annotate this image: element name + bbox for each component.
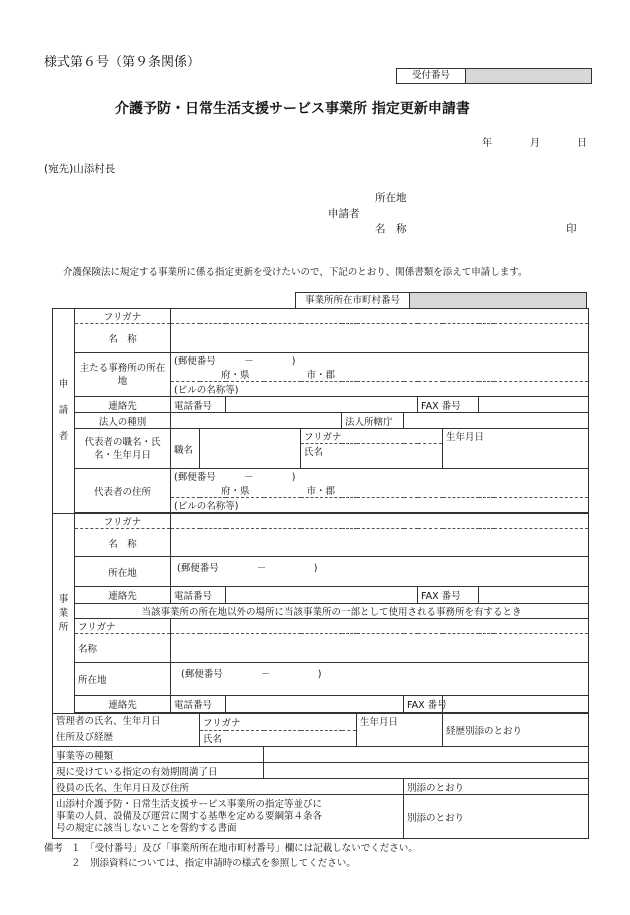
rep-birth-label: 生年月日	[443, 429, 589, 469]
manager-furigana-label: フリガナ	[200, 714, 357, 731]
main-office-postal[interactable]: (郵便番号 － )	[171, 353, 589, 368]
form-title: 介護予防・日常生活支援サービス事業所 指定更新申請書	[115, 101, 470, 117]
receipt-number-label: 受付番号	[396, 68, 466, 84]
officers-label: 役員の氏名、生年月日及び住所	[53, 779, 404, 795]
validity-label: 現に受けている指定の有効期間満了日	[53, 763, 264, 779]
applicant-furigana-field[interactable]	[171, 309, 589, 324]
pledge-label: 山添村介護予防・日常生活支援サービス事業所の指定等並びに 事業の人員、設備及び運営に関する基準を定める要綱第４条各 号の規定に該当しないことを誓約する書面	[53, 795, 404, 839]
office-name-field[interactable]	[171, 529, 589, 557]
corp-type-field[interactable]	[171, 413, 342, 429]
corp-authority-label: 法人所轄庁	[342, 413, 404, 429]
applicant-name-label: 名 称	[75, 324, 171, 353]
business-type-label: 事業等の種類	[53, 747, 264, 763]
applicant-contact-label: 連絡先	[75, 397, 171, 413]
rep-name-label: 氏名	[301, 444, 443, 469]
rep-address-building[interactable]: (ビルの名称等)	[171, 498, 589, 513]
applicant-name-label: 名 称	[375, 223, 407, 235]
applicant-section-label: 申請者	[53, 309, 75, 514]
notes-label: 備考	[44, 843, 64, 854]
manager-label: 管理者の氏名、生年月日 住所及び経歴	[53, 714, 171, 747]
office-location-label: 所在地	[75, 557, 171, 587]
office-location-postal[interactable]: (郵便番号 － )	[171, 557, 589, 587]
manager-name-label: 氏名	[200, 730, 357, 747]
office-furigana-field[interactable]	[171, 514, 589, 529]
note-1: １ 「受付番号」及び「事業所所在地市町村番号」欄には記載しないでください。	[71, 843, 418, 854]
seal-mark: 印	[566, 223, 577, 235]
main-office-prefecture[interactable]: 府・県 市・郡	[171, 367, 589, 382]
office-contact-label: 連絡先	[75, 587, 171, 604]
sub-office-location-label: 所在地	[75, 663, 171, 696]
pledge-value: 別添のとおり	[404, 795, 589, 839]
applicant-phone-field[interactable]	[226, 397, 418, 413]
main-office-building[interactable]: (ビルの名称等)	[171, 382, 589, 397]
rep-address-label: 代表者の住所	[75, 469, 171, 513]
office-city-code-field[interactable]	[409, 292, 587, 309]
rep-furigana-label: フリガナ	[301, 429, 443, 444]
office-phone-field[interactable]	[226, 587, 418, 604]
addressee: (宛先)山添村長	[44, 163, 116, 175]
rep-position-field[interactable]	[200, 429, 301, 469]
office-fax-field[interactable]	[479, 587, 589, 604]
sub-office-phone-label: 電話番号	[171, 696, 226, 713]
manager-birth-label: 生年月日	[357, 714, 443, 747]
sub-office-fax-label: FAX 番号	[404, 696, 443, 713]
office-phone-label: 電話番号	[171, 587, 226, 604]
rep-address-prefecture[interactable]: 府・県 市・郡	[171, 483, 589, 498]
office-fax-label: FAX 番号	[418, 587, 479, 604]
sub-office-name-field[interactable]	[171, 634, 589, 663]
sub-office-contact-label: 連絡先	[75, 696, 171, 713]
note-2: ２ 別添資料については、指定申請時の様式を参照してください。	[71, 858, 356, 869]
intro-text: 介護保険法に規定する事業所に係る指定更新を受けたいので、下記のとおり、関係書類を添えて申請します。	[63, 267, 528, 278]
office-name-label: 名 称	[75, 529, 171, 557]
date-month: 月	[530, 138, 540, 149]
applicant-label: 申請者	[328, 208, 360, 220]
rep-address-postal[interactable]: (郵便番号 － )	[171, 469, 589, 484]
applicant-fax-label: FAX 番号	[418, 397, 479, 413]
applicant-furigana-label: フリガナ	[75, 309, 171, 324]
office-furigana-label: フリガナ	[75, 514, 171, 529]
office-section-label: 事業所	[53, 514, 75, 714]
officers-value: 別添のとおり	[404, 779, 589, 795]
applicant-address-label: 所在地	[375, 192, 407, 204]
application-form-table	[52, 308, 589, 839]
date-day: 日	[577, 138, 587, 149]
form-number: 様式第６号（第９条関係）	[44, 55, 201, 70]
applicant-phone-label: 電話番号	[171, 397, 226, 413]
date-year: 年	[482, 138, 492, 149]
applicant-fax-field[interactable]	[479, 397, 589, 413]
receipt-number-field[interactable]	[465, 68, 592, 84]
sub-office-phone-field[interactable]	[226, 696, 404, 713]
manager-career-value: 経歴別添のとおり	[443, 714, 589, 747]
corp-type-label: 法人の種別	[75, 413, 171, 429]
rep-info-label: 代表者の職名・氏名・生年月日	[75, 429, 171, 469]
corp-authority-field[interactable]	[404, 413, 589, 429]
other-site-heading: 当該事業所の所在地以外の場所に当該事業所の一部として使用される事務所を有するとき	[75, 604, 589, 619]
sub-office-furigana-label: フリガナ	[75, 619, 171, 634]
sub-office-name-label: 名称	[75, 634, 171, 663]
applicant-name-field[interactable]	[171, 324, 589, 353]
sub-office-fax-field[interactable]	[443, 696, 589, 713]
business-type-field[interactable]	[264, 747, 589, 763]
rep-position-label: 職名	[171, 429, 200, 469]
main-office-label: 主たる事務所の所在地	[75, 353, 171, 397]
sub-office-location-postal[interactable]: (郵便番号 － )	[171, 663, 589, 696]
validity-field[interactable]	[264, 763, 589, 779]
office-city-code-label: 事業所所在市町村番号	[295, 292, 410, 309]
sub-office-furigana-field[interactable]	[171, 619, 589, 634]
